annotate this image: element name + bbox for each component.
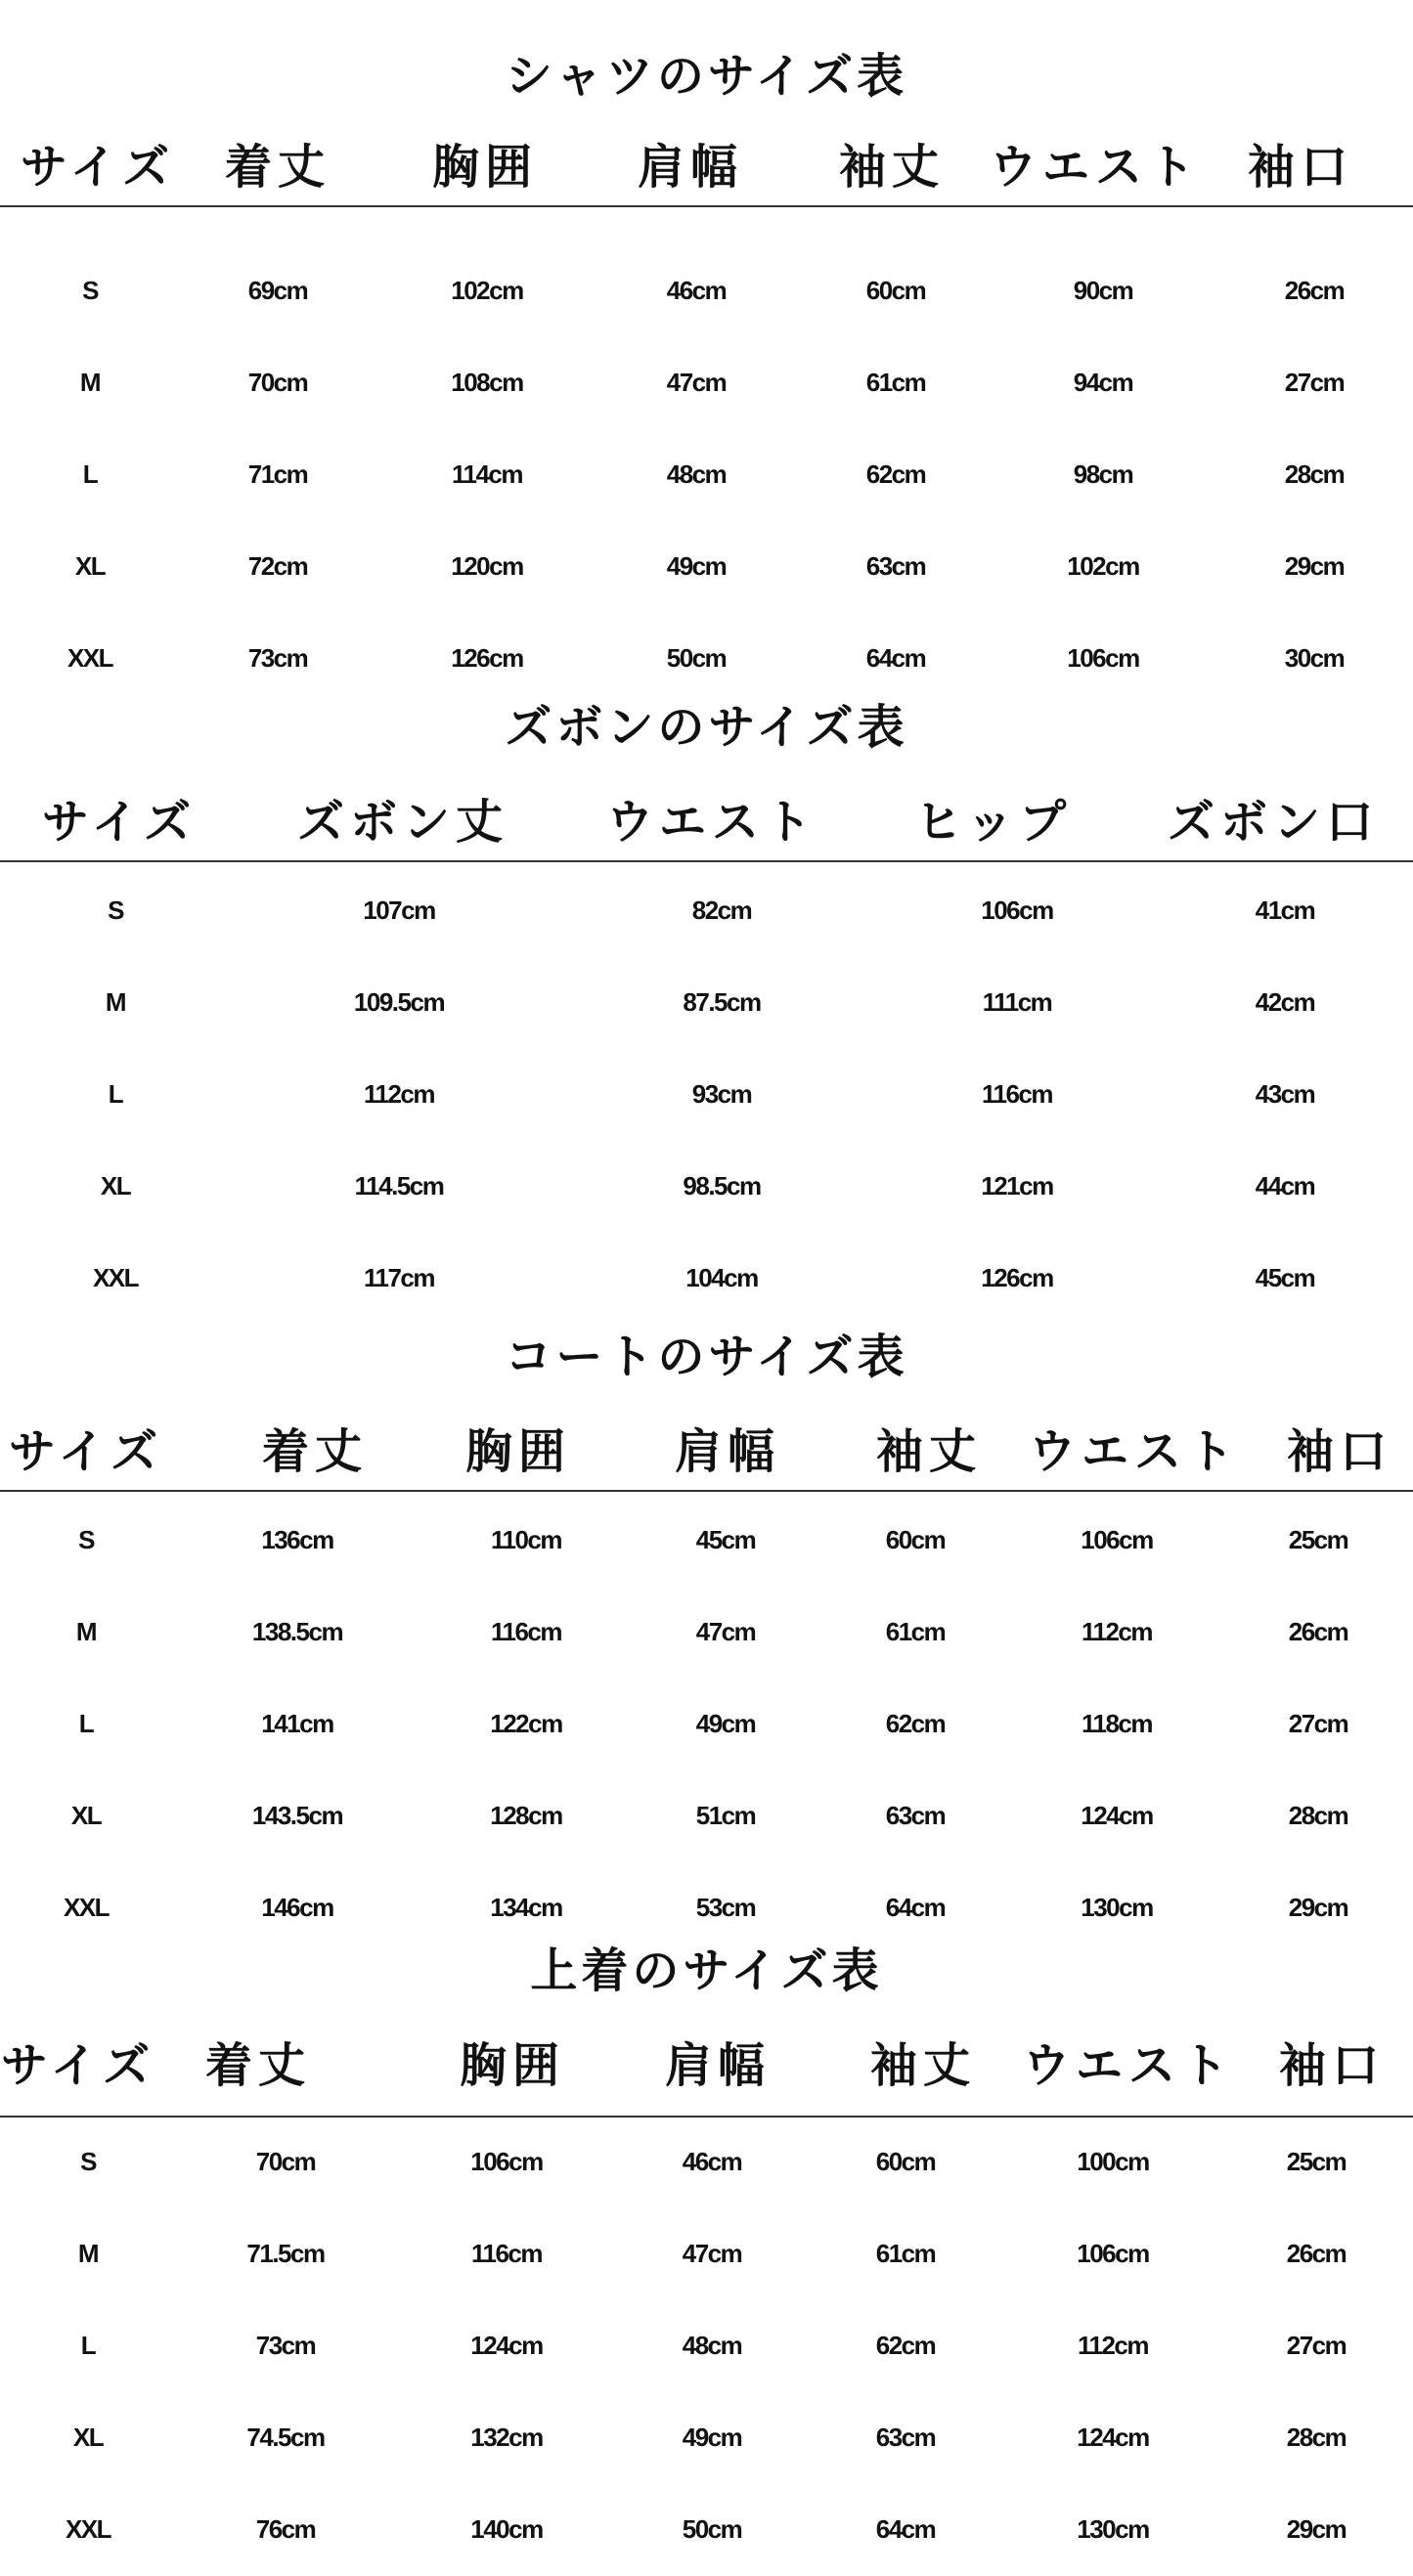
shoulder-cell: 46cm [682, 2147, 742, 2176]
table-row [0, 1253, 1413, 1302]
length-cell: 72cm [247, 551, 308, 581]
chest-cell: 134cm [490, 1893, 562, 1922]
header-size: サイズ [8, 1424, 164, 1479]
hem-cell: 45cm [1255, 1263, 1315, 1292]
hip-cell: 116cm [981, 1079, 1053, 1109]
chest-cell: 140cm [470, 2514, 543, 2544]
size-cell: S [80, 2147, 96, 2176]
cuff-cell: 29cm [1284, 551, 1345, 581]
size-cell: M [105, 987, 126, 1017]
table-row [0, 1515, 1413, 1564]
table-row [0, 1161, 1413, 1210]
waist-cell: 94cm [1073, 368, 1133, 397]
header-hem: ズボン口 [1167, 795, 1380, 850]
length-cell: 76cm [255, 2514, 316, 2544]
shoulder-cell: 47cm [682, 2239, 742, 2268]
size-cell: M [77, 2239, 99, 2268]
sleeve-cell: 61cm [865, 368, 926, 397]
length-cell: 73cm [247, 643, 308, 673]
header-waist: ウエスト [605, 795, 818, 850]
cuff-cell: 26cm [1286, 2239, 1347, 2268]
shoulder-cell: 49cm [695, 1709, 756, 1738]
size-cell: S [78, 1525, 94, 1554]
header-waist: ウエスト [1022, 2038, 1235, 2093]
sleeve-cell: 60cm [875, 2147, 936, 2176]
shoulder-cell: 51cm [695, 1801, 756, 1830]
size-cell: XXL [66, 643, 113, 673]
header-chest: 胸囲 [459, 2038, 566, 2093]
length-cell: 74.5cm [246, 2423, 325, 2452]
sleeve-cell: 61cm [885, 1617, 946, 1646]
waist-cell: 82cm [691, 895, 752, 925]
table-row [0, 633, 1413, 682]
waist-cell: 118cm [1081, 1709, 1153, 1738]
waist-cell: 98.5cm [683, 1171, 761, 1201]
hip-cell: 126cm [981, 1263, 1053, 1292]
chest-cell: 126cm [451, 643, 523, 673]
shoulder-cell: 47cm [695, 1617, 756, 1646]
hem-cell: 43cm [1255, 1079, 1315, 1109]
waist-cell: 130cm [1077, 2514, 1149, 2544]
header-sleeve-length: 袖丈 [869, 2038, 977, 2093]
table-header-row [0, 788, 1413, 856]
table-header-row [0, 1418, 1413, 1486]
header-length: 着丈 [261, 1424, 369, 1479]
chest-cell: 108cm [451, 368, 523, 397]
size-cell: M [75, 1617, 97, 1646]
size-cell: XXL [65, 2514, 111, 2544]
shoulder-cell: 49cm [682, 2423, 742, 2452]
header-chest: 胸囲 [431, 140, 539, 195]
header-size: サイズ [20, 140, 176, 195]
table-title: 上着のサイズ表 [530, 1943, 883, 1998]
waist-cell: 93cm [691, 1079, 752, 1109]
waist-cell: 87.5cm [683, 987, 761, 1017]
table-row [0, 2137, 1413, 2186]
hem-cell: 42cm [1255, 987, 1315, 1017]
waist-cell: 112cm [1077, 2331, 1149, 2360]
cuff-cell: 29cm [1288, 1893, 1348, 1922]
header-shoulder: 肩幅 [637, 140, 744, 195]
sleeve-cell: 60cm [865, 276, 926, 305]
table-row [0, 2413, 1413, 2462]
table-header-row [0, 133, 1413, 201]
table-row [0, 266, 1413, 315]
size-cell: XL [100, 1171, 131, 1201]
header-cuff: 袖口 [1247, 140, 1354, 195]
length-cell: 70cm [255, 2147, 316, 2176]
table-header-row [0, 2031, 1413, 2100]
sleeve-cell: 62cm [875, 2331, 936, 2360]
length-cell: 146cm [261, 1893, 333, 1922]
table-row [0, 542, 1413, 590]
pants-length-cell: 114.5cm [354, 1171, 444, 1201]
waist-cell: 100cm [1077, 2147, 1149, 2176]
size-cell: L [80, 2331, 96, 2360]
size-cell: XL [72, 2423, 104, 2452]
table-row [0, 450, 1413, 499]
chest-cell: 124cm [470, 2331, 543, 2360]
size-cell: L [108, 1079, 123, 1109]
table-title: コートのサイズ表 [505, 1330, 908, 1384]
waist-cell: 90cm [1073, 276, 1133, 305]
size-cell: XL [70, 1801, 102, 1830]
header-sleeve-length: 袖丈 [838, 140, 946, 195]
size-cell: L [78, 1709, 94, 1738]
size-cell: L [82, 459, 98, 489]
length-cell: 69cm [247, 276, 308, 305]
size-cell: S [82, 276, 98, 305]
cuff-cell: 30cm [1284, 643, 1345, 673]
waist-cell: 106cm [1081, 1525, 1153, 1554]
chest-cell: 132cm [470, 2423, 543, 2452]
chest-cell: 128cm [490, 1801, 562, 1830]
sleeve-cell: 64cm [865, 643, 926, 673]
pants-length-cell: 107cm [363, 895, 435, 925]
table-row [0, 358, 1413, 407]
chest-cell: 110cm [490, 1525, 562, 1554]
length-cell: 71.5cm [246, 2239, 325, 2268]
chest-cell: 116cm [470, 2239, 543, 2268]
waist-cell: 130cm [1081, 1893, 1153, 1922]
pants-length-cell: 117cm [363, 1263, 435, 1292]
header-shoulder: 肩幅 [664, 2038, 772, 2093]
header-chest: 胸囲 [464, 1424, 572, 1479]
hem-cell: 44cm [1255, 1171, 1315, 1201]
waist-cell: 112cm [1081, 1617, 1153, 1646]
sleeve-cell: 61cm [875, 2239, 936, 2268]
size-cell: XL [74, 551, 106, 581]
size-cell: S [108, 895, 123, 925]
length-cell: 138.5cm [251, 1617, 343, 1646]
table-title: ズボンのサイズ表 [505, 700, 908, 755]
table-row [0, 2229, 1413, 2278]
chest-cell: 102cm [451, 276, 523, 305]
cuff-cell: 27cm [1288, 1709, 1348, 1738]
length-cell: 136cm [261, 1525, 333, 1554]
header-length: 着丈 [224, 140, 331, 195]
shoulder-cell: 50cm [666, 643, 727, 673]
header-hip: ヒップ [914, 795, 1073, 850]
pants-length-cell: 109.5cm [353, 987, 445, 1017]
header-waist: ウエスト [989, 140, 1202, 195]
shoulder-cell: 47cm [666, 368, 727, 397]
table-row [0, 1883, 1413, 1932]
size-cell: M [79, 368, 101, 397]
waist-cell: 98cm [1073, 459, 1133, 489]
cuff-cell: 28cm [1286, 2423, 1347, 2452]
header-size: サイズ [41, 795, 198, 850]
chest-cell: 116cm [490, 1617, 562, 1646]
cuff-cell: 27cm [1284, 368, 1345, 397]
header-sleeve-length: 袖丈 [875, 1424, 983, 1479]
length-cell: 73cm [255, 2331, 316, 2360]
length-cell: 70cm [247, 368, 308, 397]
cuff-cell: 26cm [1284, 276, 1345, 305]
shoulder-cell: 48cm [682, 2331, 742, 2360]
cuff-cell: 25cm [1288, 1525, 1348, 1554]
hip-cell: 121cm [981, 1171, 1053, 1201]
length-cell: 143.5cm [251, 1801, 343, 1830]
chest-cell: 120cm [451, 551, 523, 581]
waist-cell: 102cm [1067, 551, 1139, 581]
waist-cell: 106cm [1067, 643, 1139, 673]
table-row [0, 978, 1413, 1026]
cuff-cell: 28cm [1288, 1801, 1348, 1830]
shoulder-cell: 46cm [666, 276, 727, 305]
sleeve-cell: 64cm [885, 1893, 946, 1922]
sleeve-cell: 63cm [865, 551, 926, 581]
waist-cell: 106cm [1077, 2239, 1149, 2268]
table-row [0, 2321, 1413, 2370]
header-size: サイズ [0, 2038, 156, 2093]
table-row [0, 1791, 1413, 1840]
cuff-cell: 29cm [1286, 2514, 1347, 2544]
length-cell: 141cm [261, 1709, 333, 1738]
size-cell: XXL [92, 1263, 139, 1292]
table-row [0, 1070, 1413, 1118]
sleeve-cell: 64cm [875, 2514, 936, 2544]
hip-cell: 111cm [982, 987, 1052, 1017]
header-divider [0, 2116, 1413, 2118]
waist-cell: 104cm [685, 1263, 758, 1292]
sleeve-cell: 63cm [885, 1801, 946, 1830]
hem-cell: 41cm [1255, 895, 1315, 925]
waist-cell: 124cm [1077, 2423, 1149, 2452]
header-divider [0, 1490, 1413, 1492]
table-row [0, 2505, 1413, 2554]
header-cuff: 袖口 [1278, 2038, 1386, 2093]
shoulder-cell: 53cm [695, 1893, 756, 1922]
header-divider [0, 860, 1413, 862]
table-title: シャツのサイズ表 [505, 49, 908, 104]
size-cell: XXL [63, 1893, 110, 1922]
chest-cell: 114cm [451, 459, 523, 489]
sleeve-cell: 62cm [865, 459, 926, 489]
chest-cell: 106cm [470, 2147, 543, 2176]
header-shoulder: 肩幅 [674, 1424, 781, 1479]
sleeve-cell: 62cm [885, 1709, 946, 1738]
sleeve-cell: 63cm [875, 2423, 936, 2452]
length-cell: 71cm [247, 459, 308, 489]
header-pants-length: ズボン丈 [296, 795, 509, 850]
table-row [0, 1607, 1413, 1656]
waist-cell: 124cm [1081, 1801, 1153, 1830]
shoulder-cell: 50cm [682, 2514, 742, 2544]
header-divider [0, 205, 1413, 207]
chest-cell: 122cm [490, 1709, 562, 1738]
shoulder-cell: 48cm [666, 459, 727, 489]
table-row [0, 1699, 1413, 1748]
shoulder-cell: 49cm [666, 551, 727, 581]
table-row [0, 886, 1413, 935]
header-waist: ウエスト [1028, 1424, 1241, 1479]
cuff-cell: 26cm [1288, 1617, 1348, 1646]
header-cuff: 袖口 [1286, 1424, 1393, 1479]
cuff-cell: 25cm [1286, 2147, 1347, 2176]
header-length: 着丈 [204, 2038, 312, 2093]
sleeve-cell: 60cm [885, 1525, 946, 1554]
shoulder-cell: 45cm [695, 1525, 756, 1554]
pants-length-cell: 112cm [363, 1079, 435, 1109]
cuff-cell: 28cm [1284, 459, 1345, 489]
cuff-cell: 27cm [1286, 2331, 1347, 2360]
hip-cell: 106cm [981, 895, 1053, 925]
